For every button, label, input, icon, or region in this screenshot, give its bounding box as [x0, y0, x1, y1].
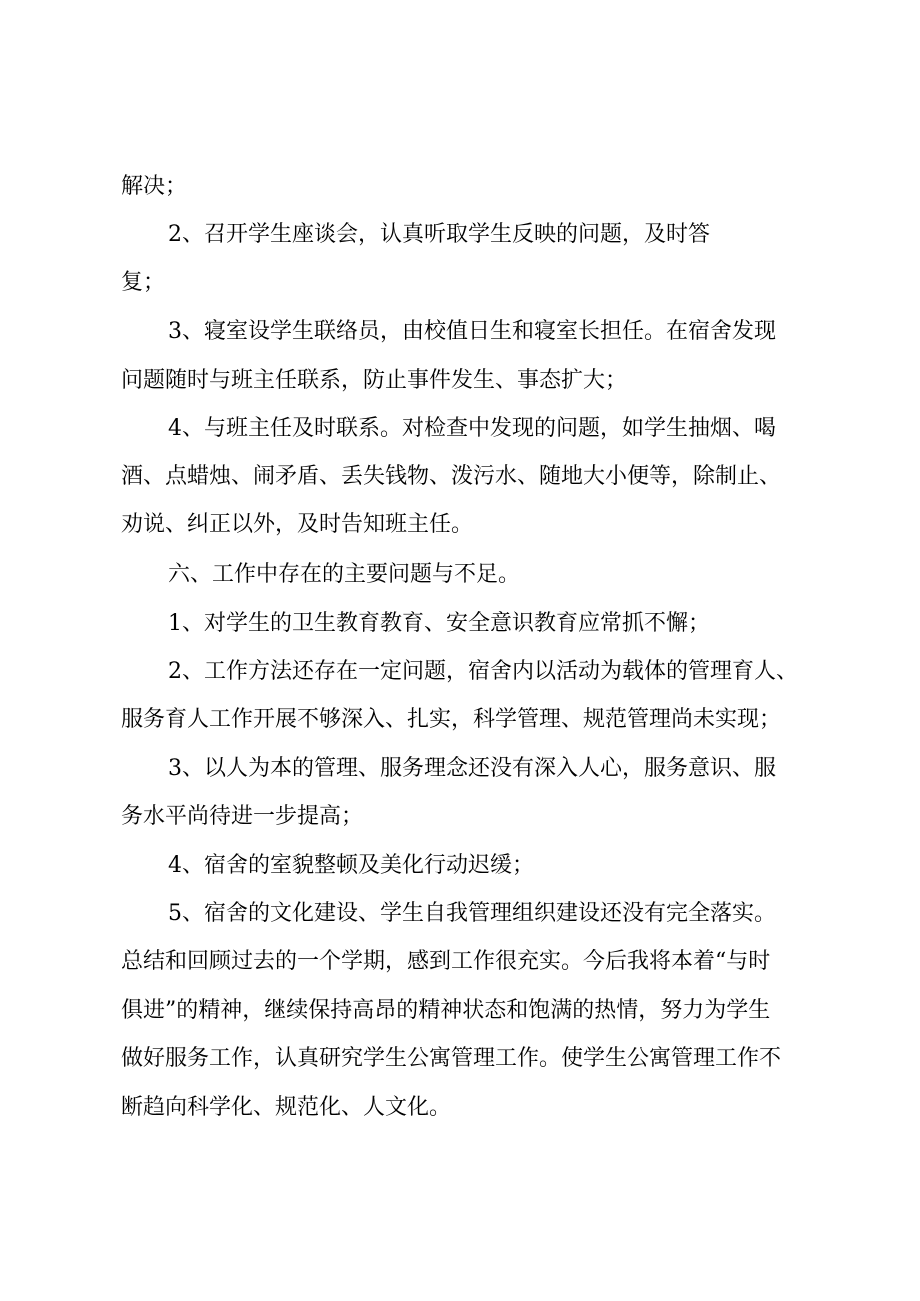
- text-line: 5、宿舍的文化建设、学生自我管理组织建设还没有完全落实。: [168, 901, 776, 926]
- text-line: 4、与班主任及时联系。对检查中发现的问题，如学生抽烟、喝: [168, 416, 776, 441]
- text-line: 1、对学生的卫生教育教育、安全意识教育应常抓不懈；: [168, 611, 710, 636]
- text-line: 酒、点蜡烛、闹矛盾、丢失钱物、泼污水、随地大小便等，除制止、: [121, 464, 782, 489]
- text-line: 务水平尚待进一步提高；: [121, 804, 364, 829]
- text-line: 俱进”的精神，继续保持高昂的精神状态和饱满的热情，努力为学生: [121, 998, 771, 1023]
- text-line: 问题随时与班主任联系，防止事件发生、事态扩大；: [121, 368, 628, 393]
- text-line: 2、召开学生座谈会，认真听取学生反映的问题，及时答: [168, 222, 710, 247]
- text-line: 做好服务工作，认真研究学生公寓管理工作。使学生公寓管理工作不: [121, 1046, 782, 1071]
- text-line: 解决；: [121, 174, 188, 199]
- section-heading: 六、工作中存在的主要问题与不足。: [168, 562, 521, 587]
- text-line: 3、寝室设学生联络员，由校值日生和寝室长担任。在宿舍发现: [168, 319, 776, 344]
- text-line: 总结和回顾过去的一个学期，感到工作很充实。今后我将本着“与时: [121, 949, 771, 974]
- text-line: 3、以人为本的管理、服务理念还没有深入人心，服务意识、服: [168, 756, 776, 781]
- text-line: 4、宿舍的室貌整顿及美化行动迟缓；: [168, 853, 534, 878]
- text-line: 劝说、纠正以外，及时告知班主任。: [121, 512, 474, 537]
- text-line: 断趋向科学化、规范化、人文化。: [121, 1095, 452, 1120]
- text-line: 服务育人工作开展不够深入、扎实，科学管理、规范管理尚未实现；: [121, 707, 782, 732]
- text-line: 复；: [121, 270, 166, 295]
- text-line: 2、工作方法还存在一定问题，宿舍内以活动为载体的管理育人、: [168, 659, 798, 684]
